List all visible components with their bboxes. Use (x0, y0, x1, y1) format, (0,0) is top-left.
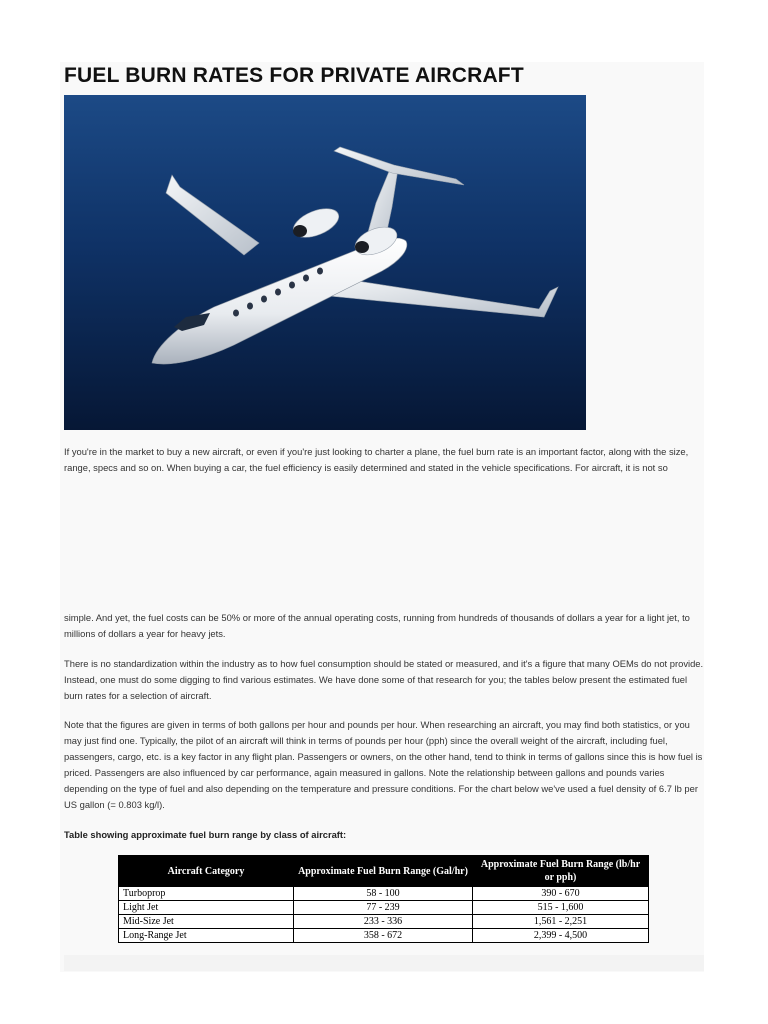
units-paragraph: Note that the figures are given in terms of both gallons per hour and pounds per hour. When researching an aircraft, you may find both statistics, or you may just find one. Typically, the pilot of an aircraft will think in terms of pounds per hour (pph) since the overall weight of the aircraft, including fuel, passengers, cargo, etc. is a key factor in any flight plan. Passengers or owners, on the other hand, tend to think in terms of gallons since this is how fuel is priced. Passengers are also influenced by car performance, again measured in gallons. Note the relationship between gallons and pounds varies depending on the type of fuel and also depending on the temperature and pressure conditions. For the chart below we've used a fuel density of 6.7 lb per US gallon (= 0.803 kg/l). (64, 719, 703, 810)
table-cell: Long-Range Jet (119, 929, 294, 943)
page-title: FUEL BURN RATES FOR PRIVATE AIRCRAFT (64, 64, 524, 87)
page-footer-band (64, 955, 704, 971)
intro-paragraph: If you're in the market to buy a new aircraft, or even if you're just looking to charter a plane, the fuel burn rate is an important factor, along with the size, range, specs and so on. When buying a car, the fuel efficiency is easily determined and stated in the vehicle specifications. For aircraft, it is not so (64, 446, 689, 473)
table-cell: 58 - 100 (294, 887, 473, 901)
table-cell: 515 - 1,600 (473, 901, 649, 915)
table-row (119, 887, 649, 901)
standardization-paragraph: There is no standardization within the industry as to how fuel consumption should be stated or measured, and it's a figure that many OEMs do not provide. Instead, one must do some digging to find various estimates. We have done some of that research for you; the tables below present the estimated fuel burn rates for a selection of aircraft. (64, 658, 704, 701)
table-cell: Turboprop (119, 887, 294, 901)
table-cell: 2,399 - 4,500 (473, 929, 649, 943)
table-cell: 390 - 670 (473, 887, 649, 901)
table-header-row (119, 856, 649, 887)
table-caption: Table showing approximate fuel burn range by class of aircraft: (64, 829, 347, 840)
table-row (119, 901, 649, 915)
header-lb-per-hr: Approximate Fuel Burn Range (lb/hr or pph) (473, 856, 649, 887)
fuel-cost-paragraph: simple. And yet, the fuel costs can be 50% or more of the annual operating costs, running from hundreds of thousands of dollars a year for a light jet, to millions of dollars a year for heavy jets. (64, 612, 690, 639)
table-row (119, 929, 649, 943)
header-aircraft-category: Aircraft Category (119, 856, 294, 887)
table-cell: Mid-Size Jet (119, 915, 294, 929)
table-cell: 1,561 - 2,251 (473, 915, 649, 929)
aircraft-photo (64, 95, 586, 430)
fuel-burn-table (118, 855, 649, 943)
table-cell: Light Jet (119, 901, 294, 915)
table-cell: 358 - 672 (294, 929, 473, 943)
table-row (119, 915, 649, 929)
table-cell: 77 - 239 (294, 901, 473, 915)
header-gal-per-hr: Approximate Fuel Burn Range (Gal/hr) (294, 856, 473, 887)
table-cell: 233 - 336 (294, 915, 473, 929)
